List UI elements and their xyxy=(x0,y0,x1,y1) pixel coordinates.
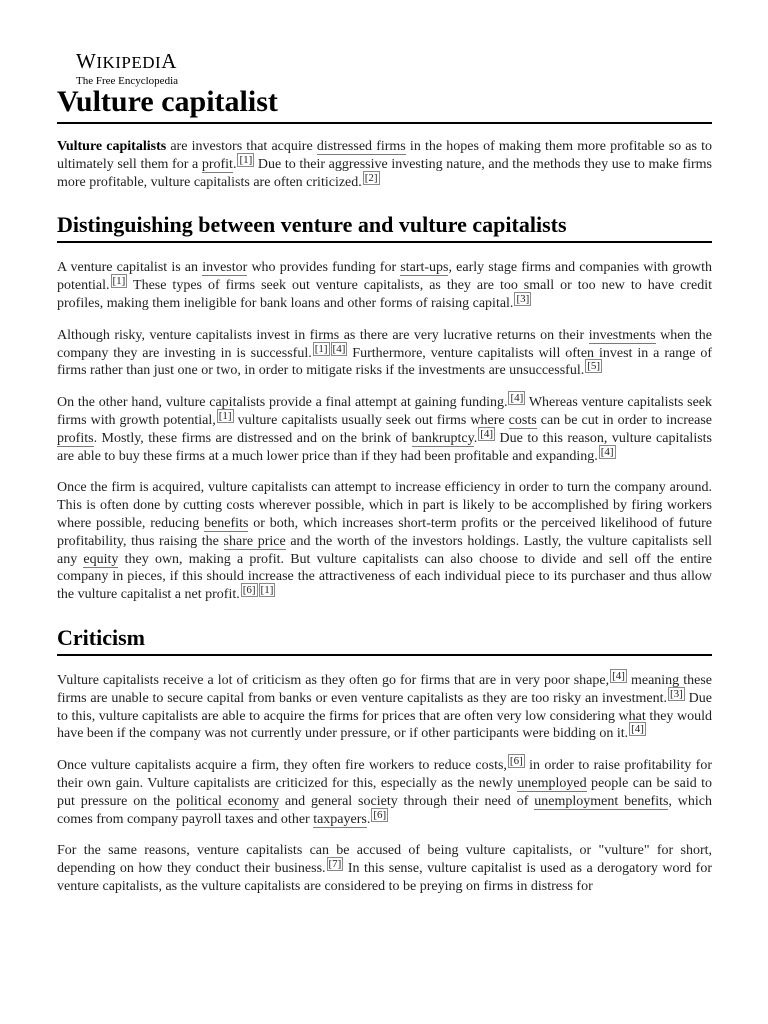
link-equity[interactable]: equity xyxy=(83,551,119,567)
intro-paragraph: Vulture capitalists are investors that acquire distressed firms in the hopes of making them more profitable so as to ultimately sell them for a profit. [1] Due to their aggressive investing nature, and the methods they use to make firms more profitable, vulture capitalists are often criticized. [2] xyxy=(57,139,713,190)
paragraph: On the other hand, vulture capitalists provide a final attempt at gaining funding. [4] Whereas venture capitalists seek firms with growth potential, [1] vulture capitalists usually seek out firms where costs can be cut in order to increase profits. Mostly, these firms are distressed and on the brink of bankruptcy. [4] Due to this reason, vulture capitalists are able to buy these firms at a much lower price than if they had been profitable and expanding. [4] xyxy=(57,392,713,464)
article xyxy=(57,84,712,910)
citation[interactable]: [7] xyxy=(328,858,342,871)
page-title: Vulture capitalist xyxy=(57,84,712,124)
link-benefits[interactable]: benefits xyxy=(204,515,249,531)
link-unemployment-benefits[interactable]: unemployment benefits xyxy=(534,793,669,809)
citation[interactable]: [6] xyxy=(242,584,256,597)
citation[interactable]: [3] xyxy=(516,292,530,305)
paragraph: For the same reasons, venture capitalists can be accused of being vulture capitalists, or "vulture" for short, depending on how they conduct their business. [7] In this sense, vulture capitalist is used as a derogatory word for venture capitalists, as the vulture capitalists are considered to be preying on firms in distress for xyxy=(57,843,712,894)
citation[interactable]: [1] xyxy=(112,275,126,288)
citation[interactable]: [1] xyxy=(260,584,274,597)
link-share-price[interactable]: share price xyxy=(223,533,286,549)
paragraph: Once the firm is acquired, vulture capitalists can attempt to increase efficiency in order to turn the company around. This is often done by cutting costs wherever possible, which in part is likely to be accomplished by firing workers where possible, reducing benefits or both, which increases short-term profits or the perceived likelihood of future profitability, thus raising the share price and the worth of the investors holdings. Lastly, the vulture capitalists sell any equity they own, making a profit. But vulture capitalists can also choose to divide and sell off the entire company in pieces, if this should increase the attractiveness of each individual piece to its purchaser and thus allow the vulture capitalist a net profit. [6] [1] xyxy=(57,480,713,603)
citation[interactable]: [2] xyxy=(364,171,378,184)
citation[interactable]: [4] xyxy=(612,669,625,682)
citation[interactable]: [4] xyxy=(510,392,524,405)
citation[interactable]: [3] xyxy=(669,687,683,700)
citation[interactable]: [1] xyxy=(314,342,328,355)
link-political-economy[interactable]: political economy xyxy=(176,793,280,809)
citation[interactable]: [4] xyxy=(600,445,614,458)
link-profits[interactable]: profits xyxy=(57,430,94,446)
link-start-ups[interactable]: start-ups xyxy=(400,260,449,276)
link-distressed-firms[interactable]: distressed firms xyxy=(316,139,406,154)
citation[interactable]: [5] xyxy=(587,360,601,373)
link-investor[interactable]: investor xyxy=(202,260,248,276)
wikipedia-tagline: The Free Encyclopedia xyxy=(76,75,179,87)
paragraph: Once vulture capitalists acquire a firm, they often fire workers to reduce costs, [6] in order to raise profitability for their own gain. Vulture capitalists are criticized for this, especially as the newly unemployed people can be said to put pressure on the political economy and general society through their need of unemployment benefits, which comes from company payroll taxes and other taxpayers. [6] xyxy=(57,755,713,827)
intro-bold-term: Vulture capitalists xyxy=(57,139,167,154)
link-profit[interactable]: profit xyxy=(201,156,233,172)
section-heading-criticism: Criticism xyxy=(57,624,712,656)
wikipedia-logo[interactable] xyxy=(76,50,178,87)
link-costs[interactable]: costs xyxy=(508,412,537,428)
citation[interactable]: [4] xyxy=(332,342,346,355)
wikipedia-wordmark: WIKIPEDIA xyxy=(76,49,177,73)
citation[interactable]: [4] xyxy=(480,427,494,440)
section-heading-distinguishing: Distinguishing between venture and vulture capitalists xyxy=(57,211,712,243)
link-investments[interactable]: investments xyxy=(588,327,656,343)
paragraph: Vulture capitalists receive a lot of criticism as they often go for firms that are in very poor shape, [4] meaning these firms are unable to secure capital from banks or even venture capitalists as they are too risky an investment. [3] Due to this, vulture capitalists are able to acquire the firms for prices that are often very low considering what they would have been if the company was not currently under pressure, or if other participants were bidding on it. [4] xyxy=(57,669,712,742)
paragraph: A venture capitalist is an investor who provides funding for start-ups, early stage firms and companies with growth potential. [1] These types of firms seek out venture capitalists, as they are too small or too new to have credit profiles, making them ineligible for bank loans and other forms of raising capital. [3] xyxy=(57,260,712,311)
citation[interactable]: [6] xyxy=(373,808,387,821)
link-bankruptcy[interactable]: bankruptcy xyxy=(411,430,474,446)
link-taxpayers[interactable]: taxpayers xyxy=(313,811,367,827)
citation[interactable]: [6] xyxy=(509,755,523,768)
citation[interactable]: [1] xyxy=(218,409,232,422)
link-unemployed[interactable]: unemployed xyxy=(517,775,587,791)
citation[interactable]: [4] xyxy=(631,723,644,736)
paragraph: Although risky, venture capitalists invest in firms as there are very lucrative returns on their investments when the company they are investing in is successful. [1] [4] Furthermore, venture capitalists will often invest in a range of firms rather than just one or two, in order to mitigate risks if the investments are unsuccessful. [5] xyxy=(57,327,712,379)
citation[interactable]: [1] xyxy=(239,153,253,166)
